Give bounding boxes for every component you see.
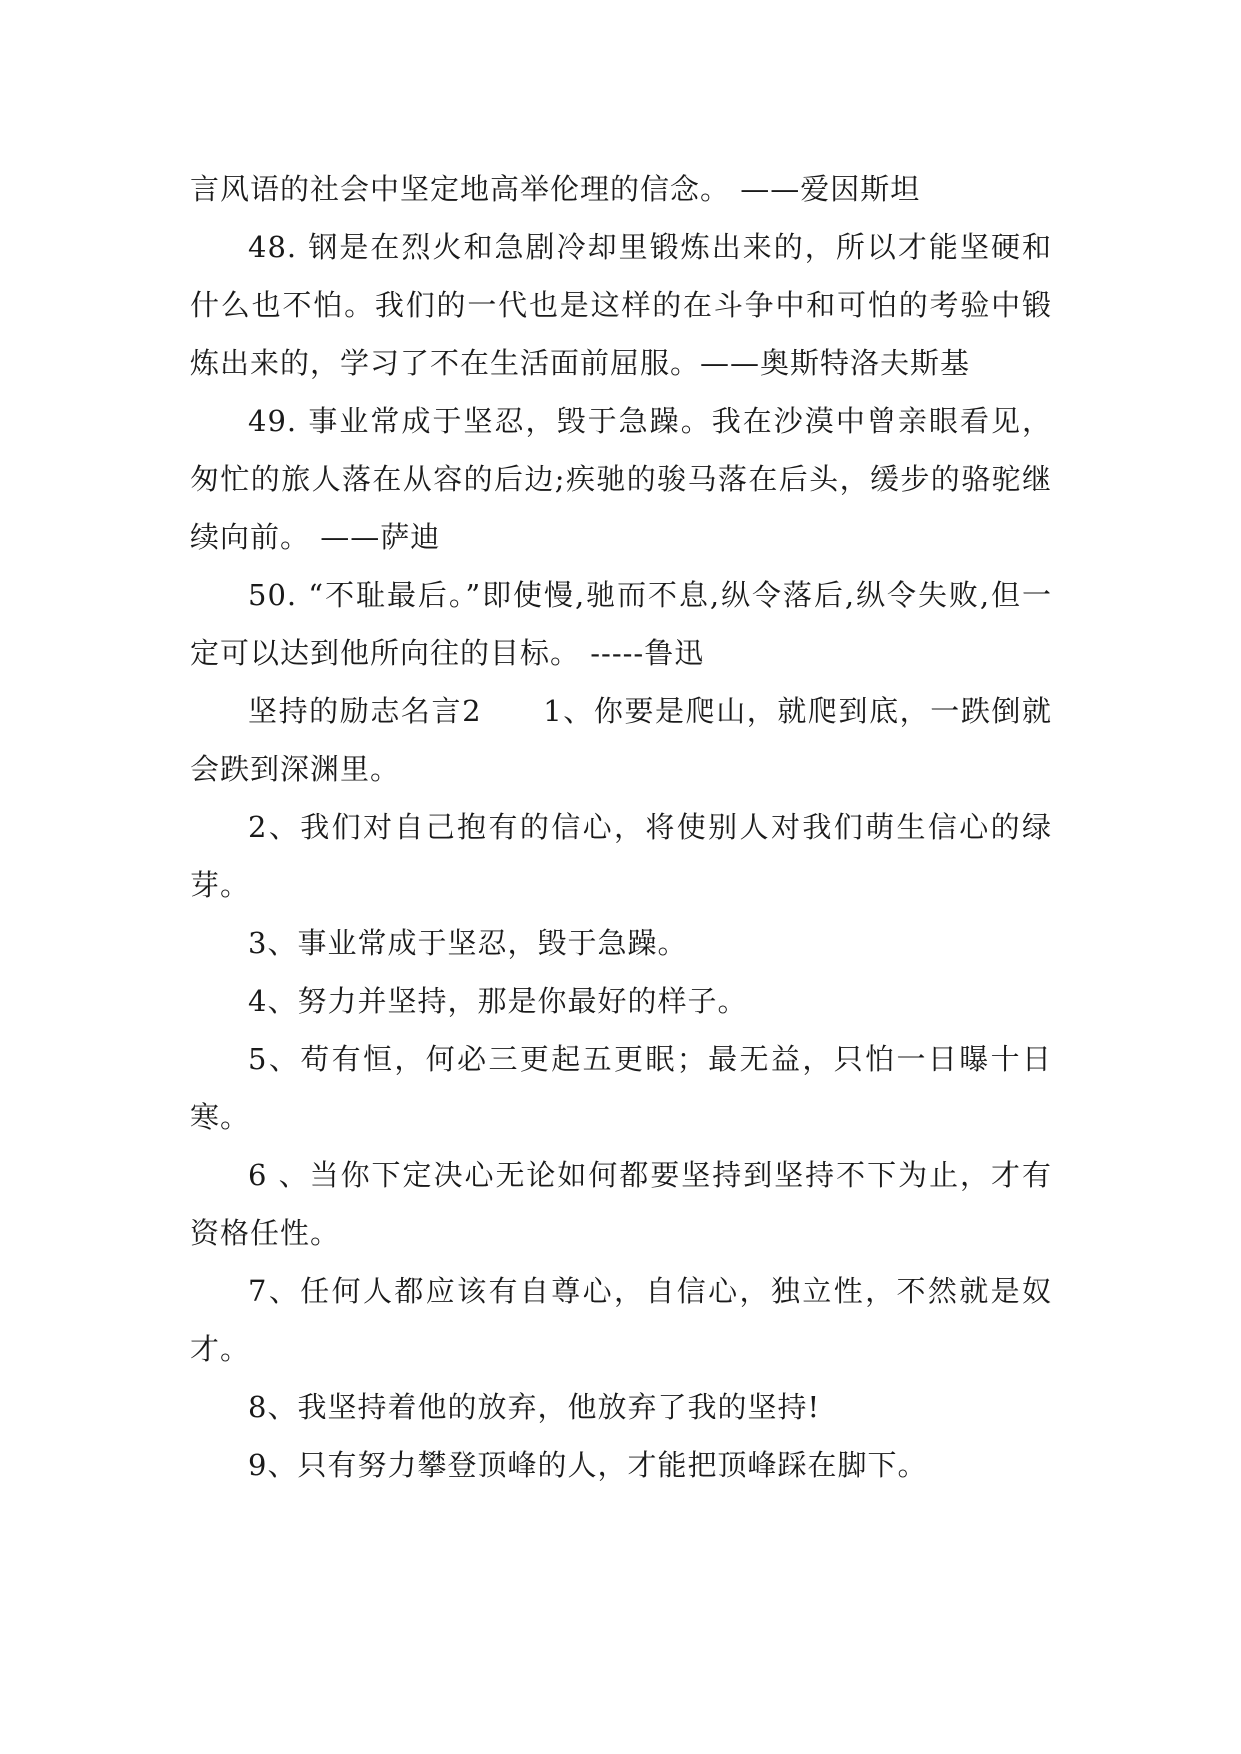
paragraph-item-6: 6 、当你下定决心无论如何都要坚持到坚持不下为止，才有资格任性。: [190, 1158, 1052, 1250]
paragraph-item-5: 5、苟有恒，何必三更起五更眠；最无益，只怕一日曝十日寒。: [190, 1042, 1052, 1134]
paragraph-quote-49: 49. 事业常成于坚忍，毁于急躁。我在沙漠中曾亲眼看见，匆忙的旅人落在从容的后边;疾驰的骏马落在后头，缓步的骆驼继续向前。 ——萨迪: [190, 404, 1052, 554]
paragraph-item-8: 8、我坚持着他的放弃，他放弃了我的坚持!: [248, 1390, 821, 1424]
paragraph-item-2: 2、我们对自己抱有的信心，将使别人对我们萌生信心的绿芽。: [190, 810, 1052, 902]
paragraph-quote-50: 50. “不耻最后。”即使慢,驰而不息,纵令落后,纵令失败,但一定可以达到他所向往的目标。 -----鲁迅: [190, 578, 1052, 670]
paragraph-item-4: 4、努力并坚持，那是你最好的样子。: [248, 984, 748, 1018]
document-page: [190, 160, 1052, 1494]
paragraph-section-2-item-1: 坚持的励志名言2 1、你要是爬山，就爬到底，一跌倒就会跌到深渊里。: [190, 694, 1052, 786]
paragraph-item-3: 3、事业常成于坚忍，毁于急躁。: [248, 926, 688, 960]
paragraph-continuation: 言风语的社会中坚定地高举伦理的信念。 ——爱因斯坦: [190, 172, 921, 206]
paragraph-item-9: 9、只有努力攀登顶峰的人，才能把顶峰踩在脚下。: [248, 1448, 928, 1482]
paragraph-item-7: 7、任何人都应该有自尊心，自信心，独立性，不然就是奴才。: [190, 1274, 1052, 1366]
paragraph-quote-48: 48. 钢是在烈火和急剧冷却里锻炼出来的，所以才能坚硬和什么也不怕。我们的一代也是这样的在斗争中和可怕的考验中锻炼出来的，学习了不在生活面前屈服。——奥斯特洛夫斯基: [190, 230, 1052, 380]
